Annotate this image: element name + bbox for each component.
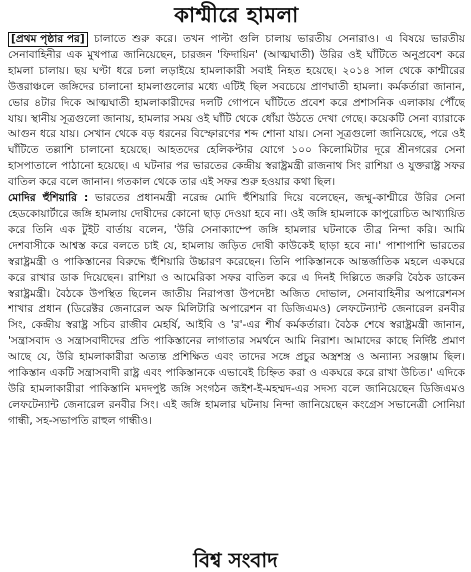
next-article-headline-partial: বিশ্ব সংবাদ	[193, 548, 278, 572]
article-body	[8, 32, 465, 430]
subhead-modi-warning: মোদির হুঁশিয়ারি :	[8, 192, 89, 205]
article-paragraph-1	[8, 32, 465, 191]
article-paragraph-2	[8, 191, 465, 430]
article-headline: কাশ্মীরে হামলা	[174, 3, 299, 27]
continuation-tag: [প্রথম পৃষ্ঠার পর]	[8, 32, 88, 47]
paragraph-1-text: চালাতে শুরু করে। তখন পাল্টা গুলি চালায় ভারতীয় সেনারাও। এ বিষয়ে ভারতীয় সেনাবাহিনীর এক মুখপাত্র জানিয়েছেন, চারজন 'ফিদায়িন' (আত্মঘাতী) উরির ওই ঘাঁটিতে অনুপ্রবেশ করে হামলা চালায়। ছয় ঘণ্টা ধরে চলা লড়াইয়ে হামলাকারী সবাই নিহত হয়েছে। ২০১৪ সাল থেকে কাশ্মীরের উত্তরাঞ্চলে জঙ্গিদের চালানো হামলাগুলোর মধ্যে এটিই ছিল সবচেয়ে প্রাণঘাতী হামলা। কর্মকর্তারা জানান, ভোর ৪টার দিকে আত্মঘাতী হামলাকারীদের দলটি গোপনে ঘাঁটিতে প্রবেশ করে প্রশাসনিক এলাকায় পৌঁছে যায়। স্থানীয় সূত্রগুলো জানায়, হামলার সময় ওই ঘাঁটি থেকে ধোঁয়া উঠতে দেখা গেছে। কয়েকটি সেনা ব্যারাকে আগুন ধরে যায়। সেখান থেকে বড় ধরনের বিস্ফোরণের শব্দ শোনা যায়। সেনা সূত্রগুলো জানিয়েছে, পরে ওই ঘাঁটিতে তল্লাশি চালানো হয়েছে। আহতদের হেলিকপ্টার যোগে ১০০ কিলোমিটার দূরে শ্রীনগরের সেনা হাসপাতালে পাঠানো হয়েছে। এ ঘটনার পর ভারতের কেন্দ্রীয় স্বরাষ্ট্রমন্ত্রী রাজনাথ সিং রাশিয়া ও যুক্তরাষ্ট্র সফর বাতিল করে বলে জানান। গতকাল থেকে তার এই সফর শুরু হওয়ার কথা ছিল।	[8, 33, 465, 189]
paragraph-2-text: ভারতের প্রধানমন্ত্রী নরেন্দ্র মোদি হুঁশিয়ারি দিয়ে বলেছেন, জম্মু-কাশ্মীরে উরির সেনা হেডকোয়ার্টারে জঙ্গি হামলায় দোষীদের কোনো ছাড় দেওয়া হবে না। ওই জঙ্গি হামলাকে কাপুরোচিত আখ্যায়িত করে তিনি এক টুইট বার্তায় বলেন, 'উরি সেনাক্যাম্পে জঙ্গি হামলার ঘটনাকে তীব্র নিন্দা করি। আমি দেশবাসীকে আশ্বস্ত করে বলতে চাই যে, হামলায় জড়িত দোষী কাউকেই ছাড়া হবে না।' পাশাপাশি ভারতের স্বরাষ্ট্রমন্ত্রী ও পাকিস্তানের বিরুদ্ধে হুঁশিয়ারি উচ্চারণ করেছেন। তিনি পাকিস্তানকে আন্তর্জাতিক মহলে একঘরে করে রাখার ডাক দিয়েছেন। রাশিয়া ও আমেরিকা সফর বাতিল করে এ দিনই দিল্লিতে জরুরি বৈঠক ডাকেন স্বরাষ্ট্রমন্ত্রী। বৈঠকে উপস্থিত ছিলেন জাতীয় নিরাপত্তা উপদেষ্টা অজিত দোভাল, সেনাবাহিনীর অপারেশনস শাখার প্রধান (ডিরেক্টর জেনারেল অফ মিলিটারি অপারেশন বা ডিজিএমও) লেফটেন্যান্ট জেনারেল রনবীর সিং, কেন্দ্রীয় স্বরাষ্ট্র সচিব রাজীব মেহর্ষি, আইবি ও 'র'-এর শীর্ষ কর্মকর্তারা। বৈঠক শেষে স্বরাষ্ট্রমন্ত্রী জানান, 'সন্ত্রাসবাদ ও সন্ত্রাসবাদীদের প্রতি পাকিস্তানের লাগাতার সমর্থনে আমি নিরাশ। আমাদের কাছে নির্দিষ্ট প্রমাণ আছে যে, উরি হামলাকারীরা অত্যন্ত প্রশিক্ষিত এবং তাদের সঙ্গে প্রচুর অস্ত্রশস্ত্র ও অন্যান্য সরঞ্জাম ছিল। পাকিস্তান একটি সন্ত্রাসবাদী রাষ্ট্র এবং পাকিস্তানকে এভাবেই চিহ্নিত করা ও একঘরে করে রাখা উচিত।' এদিকে উরি হামলাকারীরা পাকিস্তানি মদদপুষ্ট জঙ্গি সংগঠন জইশ-ই-মহম্মদ-এর সদস্য বলে জানিয়েছেন ডিজিএমও লেফটেন্যান্ট জেনারেল রনবীর সিং। এই জঙ্গি হামলার ঘটনায় নিন্দা জানিয়েছেন কংগ্রেস সভানেত্রী সোনিয়া গান্ধী, সহ-সভাপতি রাহুল গান্ধীও।	[8, 192, 465, 427]
